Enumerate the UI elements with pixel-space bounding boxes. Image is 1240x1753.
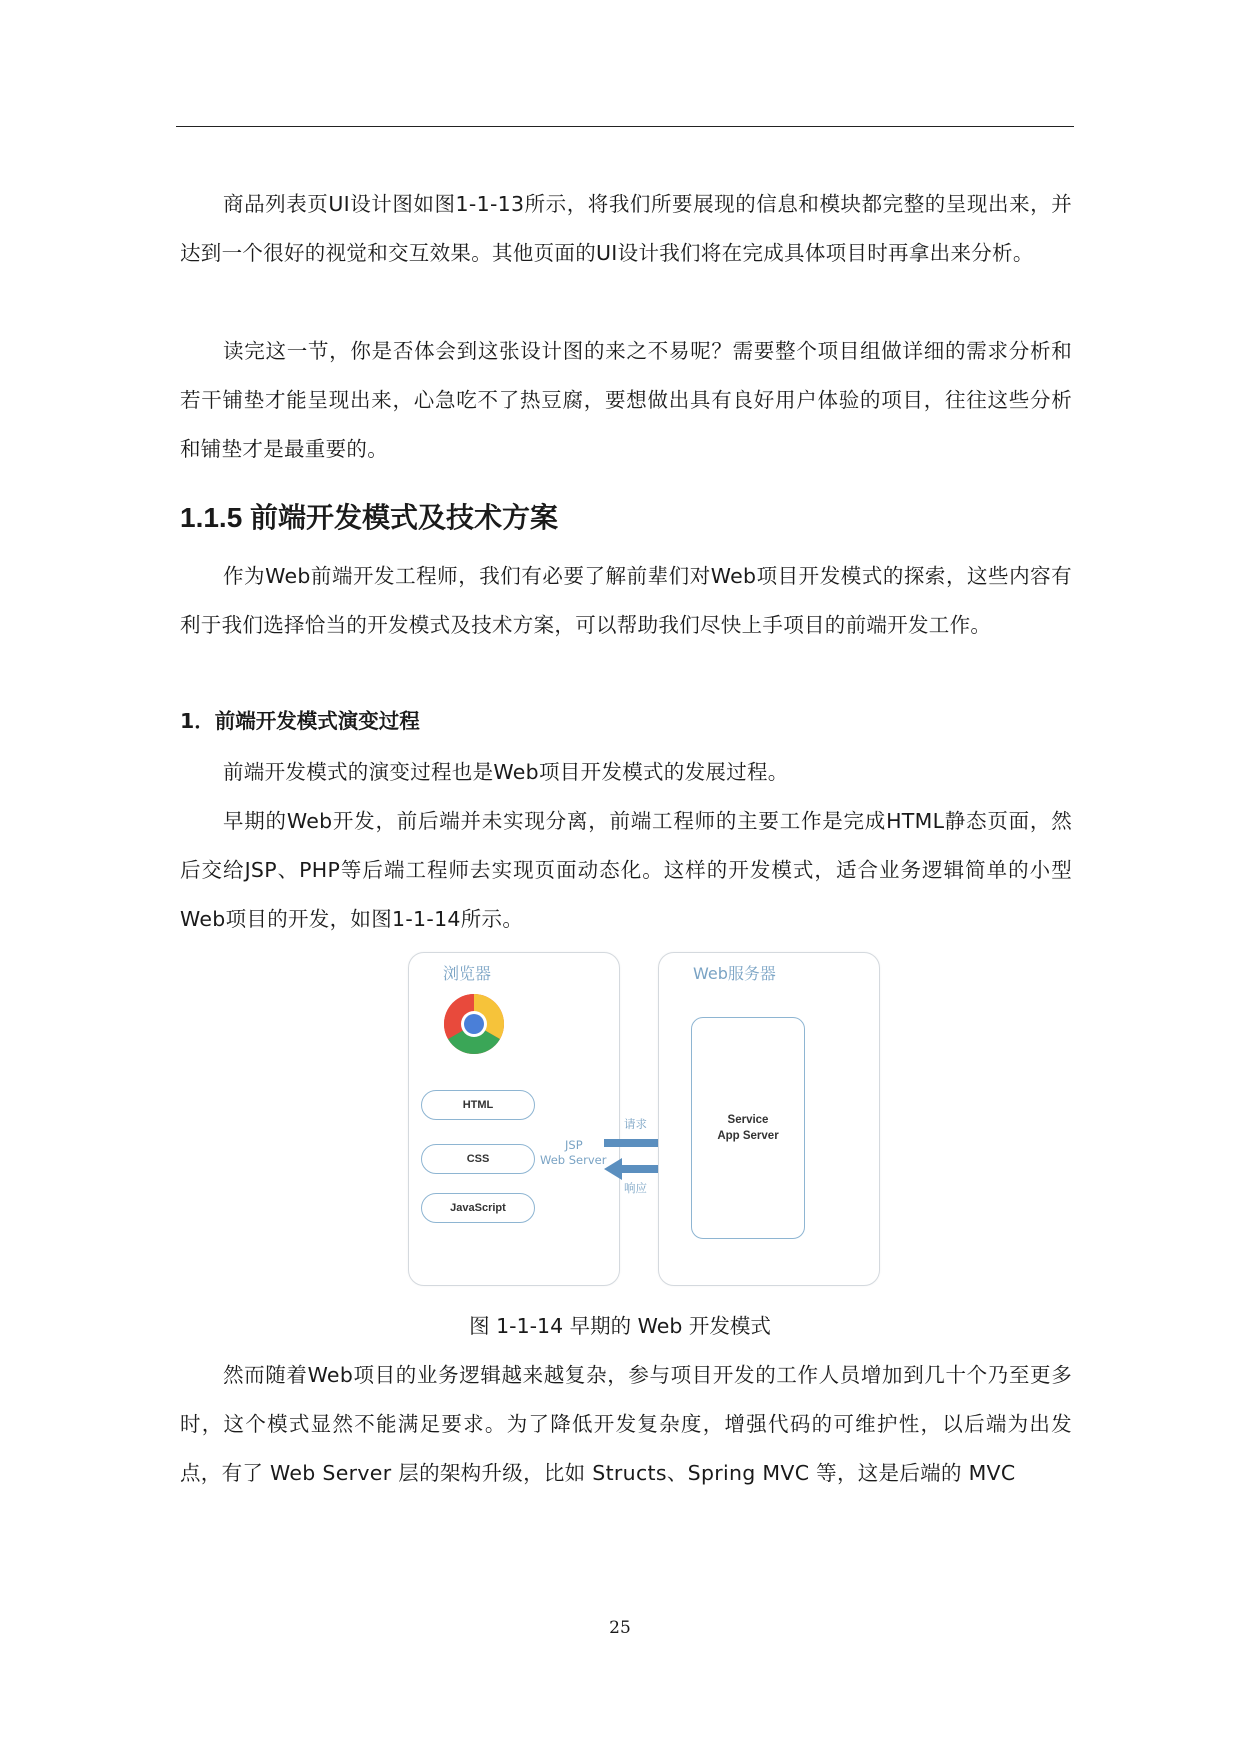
paragraph-intro: 作为Web前端开发工程师，我们有必要了解前辈们对Web项目开发模式的探索，这些内容有利于我们选择恰当的开发模式及技术方案，可以帮助我们尽快上手项目的前端开发工作。 xyxy=(180,564,1072,637)
service-label: Service xyxy=(727,1114,769,1126)
web-server-box xyxy=(658,952,880,1286)
html-pill: HTML xyxy=(421,1090,535,1120)
paragraph-mvc: 然而随着Web项目的业务逻辑越来越复杂，参与项目开发的工作人员增加到几十个乃至更多时，这个模式显然不能满足要求。为了降低开发复杂度，增强代码的可维护性，以后端为出发点，有了 Web Server 层的架构升级，比如 Structs、Spring MVC 等，这是后端的 MVC xyxy=(180,1363,1072,1485)
jsp-label: JSP xyxy=(565,1138,583,1152)
subsection-title: 1．前端开发模式演变过程 xyxy=(180,709,420,733)
paragraph-early-web: 早期的Web开发，前后端并未实现分离，前端工程师的主要工作是完成HTML静态页面，然后交给JSP、PHP等后端工程师去实现页面动态化。这样的开发模式，适合业务逻辑简单的小型Web项目的开发，如图1-1-14所示。 xyxy=(180,809,1072,931)
section-title: 1.1.5 前端开发模式及技术方案 xyxy=(180,502,559,533)
app-server-text: App Server xyxy=(717,1130,779,1142)
chrome-logo-icon xyxy=(443,993,505,1055)
server-title: Web服务器 xyxy=(693,964,776,983)
browser-box xyxy=(408,952,620,1286)
response-label: 响应 xyxy=(624,1181,647,1195)
app-server-label xyxy=(692,1112,804,1144)
web-server-label: Web Server xyxy=(540,1153,607,1167)
paragraph-reflection: 读完这一节，你是否体会到这张设计图的来之不易呢？需要整个项目组做详细的需求分析和若干铺垫才能呈现出来，心急吃不了热豆腐，要想做出具有良好用户体验的项目，往往这些分析和铺垫才是最重要的。 xyxy=(180,339,1072,461)
header-rule xyxy=(176,126,1074,127)
request-label: 请求 xyxy=(624,1117,647,1131)
app-server-box xyxy=(691,1017,805,1239)
early-web-dev-figure xyxy=(408,952,880,1288)
browser-title: 浏览器 xyxy=(443,964,492,983)
figure-caption: 图 1-1-14 早期的 Web 开发模式 xyxy=(469,1314,771,1338)
javascript-pill: JavaScript xyxy=(421,1193,535,1223)
css-pill: CSS xyxy=(421,1144,535,1174)
page-number: 25 xyxy=(609,1618,631,1638)
paragraph-ui-design: 商品列表页UI设计图如图1-1-13所示，将我们所要展现的信息和模块都完整的呈现出来，并达到一个很好的视觉和交互效果。其他页面的UI设计我们将在完成具体项目时再拿出来分析。 xyxy=(180,192,1072,265)
paragraph-evolution: 前端开发模式的演变过程也是Web项目开发模式的发展过程。 xyxy=(223,760,789,784)
